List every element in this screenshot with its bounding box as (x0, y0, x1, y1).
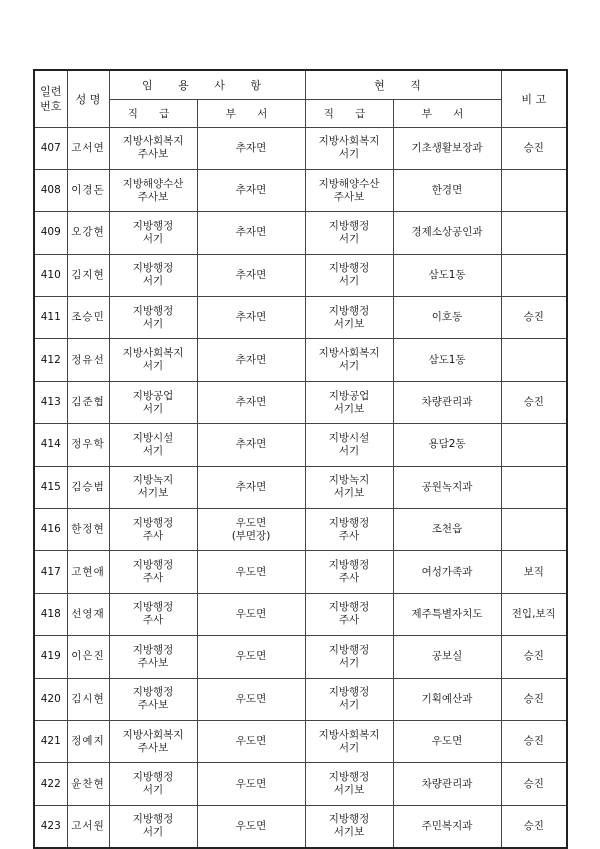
current-rank-cell (305, 297, 393, 339)
cell-text: 김준협 (71, 396, 105, 409)
remarks-cell (501, 805, 567, 848)
cell-line: 지방공업 (132, 389, 174, 402)
name-cell (67, 212, 109, 254)
cell-line: 주민복지과 (421, 819, 473, 832)
cell-line: 삼도1동 (428, 268, 466, 281)
new-department-cell (197, 805, 305, 848)
name-cell (67, 805, 109, 848)
cell-line: 우도면 (235, 565, 267, 578)
name-cell (67, 424, 109, 466)
header-current-department: 부 서 (393, 99, 501, 127)
name-cell (67, 720, 109, 762)
cell-text: 윤찬현 (71, 777, 105, 790)
cell-line: 서기 (142, 360, 164, 373)
cell-line: 지방해양수산 (318, 177, 380, 190)
cell-text: 고서연 (71, 141, 105, 154)
remarks-cell (501, 169, 567, 211)
new-department-cell (197, 509, 305, 551)
new-rank-cell (109, 551, 197, 593)
personnel-table (33, 69, 568, 849)
name-cell (67, 127, 109, 169)
cell-text: 423 (40, 819, 61, 832)
cell-line: 지방행정 (132, 771, 174, 784)
new-department-cell (197, 466, 305, 508)
cell-text: 416 (40, 523, 61, 536)
name-cell (67, 678, 109, 720)
cell-line: 지방행정 (132, 601, 174, 614)
current-rank-cell (305, 720, 393, 762)
cell-line: 이호동 (431, 311, 463, 324)
current-rank-cell (305, 509, 393, 551)
header-new-department: 부 서 (197, 99, 305, 127)
cell-line: 우도면 (235, 819, 267, 832)
remarks-cell (501, 212, 567, 254)
new-rank-cell (109, 720, 197, 762)
cell-line: 지방행정 (328, 643, 370, 656)
serial-cell (34, 381, 67, 423)
cell-line: 추자면 (235, 311, 267, 324)
cell-line: 주사 (338, 572, 360, 585)
cell-line: 지방사회복지 (318, 135, 380, 148)
table-row (34, 212, 567, 254)
serial-cell (34, 678, 67, 720)
name-cell (67, 254, 109, 296)
cell-line: 추자면 (235, 268, 267, 281)
cell-line: 지방시설 (328, 431, 370, 444)
cell-line: 서기 (338, 148, 360, 161)
current-rank-cell (305, 339, 393, 381)
remarks-cell (501, 381, 567, 423)
header-name: 성 명 (67, 70, 109, 127)
cell-text: 419 (40, 650, 61, 663)
name-cell (67, 509, 109, 551)
cell-line: 서기보 (333, 402, 365, 415)
cell-text: 한정현 (71, 523, 105, 536)
name-cell (67, 297, 109, 339)
cell-text: 409 (40, 226, 61, 239)
current-department-cell (393, 593, 501, 635)
cell-text: 승진 (523, 650, 544, 663)
cell-line: 추자면 (235, 480, 267, 493)
cell-line: 지방행정 (328, 219, 370, 232)
new-department-cell (197, 254, 305, 296)
cell-line: 지방녹지 (132, 474, 174, 487)
cell-line: 주사 (142, 529, 164, 542)
name-cell (67, 466, 109, 508)
cell-text: 정우학 (71, 438, 105, 451)
cell-line: 서기 (142, 232, 164, 245)
cell-text: 407 (40, 141, 61, 154)
table-row (34, 763, 567, 805)
cell-line: 지방행정 (328, 686, 370, 699)
cell-line: 지방행정 (132, 813, 174, 826)
name-cell (67, 169, 109, 211)
cell-line: 우도면 (235, 777, 267, 790)
cell-text: 승진 (523, 396, 544, 409)
cell-text: 고서원 (71, 819, 105, 832)
current-rank-cell (305, 636, 393, 678)
current-rank-cell (305, 254, 393, 296)
table-row (34, 551, 567, 593)
cell-line: 우도면 (431, 735, 463, 748)
remarks-cell (501, 636, 567, 678)
cell-line: 서기보 (333, 826, 365, 839)
cell-line: 추자면 (235, 396, 267, 409)
new-rank-cell (109, 424, 197, 466)
table-row (34, 466, 567, 508)
current-rank-cell (305, 805, 393, 848)
cell-line: 서기 (338, 656, 360, 669)
current-department-cell (393, 424, 501, 466)
current-department-cell (393, 127, 501, 169)
serial-cell (34, 763, 67, 805)
current-department-cell (393, 297, 501, 339)
cell-text: 선영재 (71, 607, 105, 620)
remarks-cell (501, 466, 567, 508)
cell-text: 이은진 (71, 650, 105, 663)
new-rank-cell (109, 254, 197, 296)
current-department-cell (393, 551, 501, 593)
cell-text: 오강현 (71, 226, 105, 239)
cell-text: 415 (40, 480, 61, 493)
cell-line: 추자면 (235, 141, 267, 154)
cell-line: 서기 (142, 826, 164, 839)
new-rank-cell (109, 636, 197, 678)
cell-line: 서기 (338, 360, 360, 373)
table-row (34, 127, 567, 169)
new-rank-cell (109, 763, 197, 805)
cell-line: 우도면 (235, 516, 267, 529)
current-department-cell (393, 763, 501, 805)
remarks-cell (501, 593, 567, 635)
new-department-cell (197, 297, 305, 339)
cell-line: 기획예산과 (421, 692, 473, 705)
cell-text: 417 (40, 565, 61, 578)
current-rank-cell (305, 127, 393, 169)
cell-line: 차량관리과 (421, 396, 473, 409)
serial-cell (34, 805, 67, 848)
current-department-cell (393, 805, 501, 848)
serial-cell (34, 297, 67, 339)
name-cell (67, 763, 109, 805)
cell-line: 서기보 (333, 317, 365, 330)
cell-text: 보직 (523, 565, 544, 578)
cell-line: 주사보 (137, 190, 169, 203)
remarks-cell (501, 678, 567, 720)
new-rank-cell (109, 593, 197, 635)
serial-cell (34, 551, 67, 593)
current-department-cell (393, 212, 501, 254)
cell-text: 420 (40, 692, 61, 705)
current-rank-cell (305, 169, 393, 211)
cell-line: 제주특별자치도 (411, 607, 483, 620)
cell-line: 서기 (142, 402, 164, 415)
cell-line: 서기 (338, 741, 360, 754)
new-rank-cell (109, 212, 197, 254)
new-department-cell (197, 593, 305, 635)
remarks-cell (501, 297, 567, 339)
current-department-cell (393, 254, 501, 296)
cell-text: 정유선 (71, 353, 105, 366)
header-appointment: 임 용 사 항 (109, 70, 305, 99)
cell-line: 우도면 (235, 607, 267, 620)
new-department-cell (197, 127, 305, 169)
cell-text: 승진 (523, 311, 544, 324)
new-rank-cell (109, 381, 197, 423)
serial-cell (34, 339, 67, 381)
new-department-cell (197, 720, 305, 762)
remarks-cell (501, 254, 567, 296)
cell-text: 412 (40, 353, 61, 366)
cell-line: 조천읍 (431, 523, 463, 536)
cell-text: 422 (40, 777, 61, 790)
header-current-rank: 직 급 (305, 99, 393, 127)
serial-cell (34, 212, 67, 254)
cell-line: 지방행정 (328, 771, 370, 784)
cell-text: 411 (40, 311, 61, 324)
cell-line: 주사보 (137, 699, 169, 712)
cell-line: 지방행정 (132, 643, 174, 656)
new-rank-cell (109, 805, 197, 848)
new-department-cell (197, 678, 305, 720)
cell-line: 서기보 (333, 487, 365, 500)
cell-line: 서기 (142, 784, 164, 797)
serial-cell (34, 720, 67, 762)
name-cell (67, 593, 109, 635)
remarks-cell (501, 127, 567, 169)
remarks-cell (501, 509, 567, 551)
cell-line: 지방행정 (328, 601, 370, 614)
new-rank-cell (109, 509, 197, 551)
serial-cell (34, 509, 67, 551)
header-new-rank: 직 급 (109, 99, 197, 127)
cell-line: 지방행정 (132, 304, 174, 317)
serial-cell (34, 169, 67, 211)
cell-text: 고현애 (71, 565, 105, 578)
cell-line: 서기 (338, 444, 360, 457)
cell-line: 우도면 (235, 735, 267, 748)
new-department-cell (197, 636, 305, 678)
cell-line: 지방사회복지 (318, 347, 380, 360)
cell-line: 서기보 (137, 487, 169, 500)
serial-cell (34, 593, 67, 635)
current-department-cell (393, 169, 501, 211)
cell-line: 서기 (142, 444, 164, 457)
cell-line: 지방행정 (328, 262, 370, 275)
cell-line: 지방행정 (328, 813, 370, 826)
current-rank-cell (305, 466, 393, 508)
table-body (34, 127, 567, 848)
table-row (34, 169, 567, 211)
current-department-cell (393, 339, 501, 381)
cell-text: 정예지 (71, 735, 105, 748)
cell-line: 지방사회복지 (318, 728, 380, 741)
cell-text: 김승범 (71, 480, 105, 493)
serial-cell (34, 254, 67, 296)
cell-text: 승진 (523, 141, 544, 154)
serial-cell (34, 127, 67, 169)
cell-line: 추자면 (235, 226, 267, 239)
name-cell (67, 551, 109, 593)
new-department-cell (197, 424, 305, 466)
new-department-cell (197, 551, 305, 593)
table-row (34, 636, 567, 678)
current-rank-cell (305, 763, 393, 805)
cell-line: 용담2동 (428, 438, 466, 451)
cell-line: 서기 (338, 232, 360, 245)
header-current: 현 직 (305, 70, 501, 99)
table-row (34, 720, 567, 762)
cell-text: 이경돈 (71, 184, 105, 197)
name-cell (67, 381, 109, 423)
cell-line: 지방행정 (328, 559, 370, 572)
serial-cell (34, 424, 67, 466)
current-department-cell (393, 381, 501, 423)
current-rank-cell (305, 593, 393, 635)
cell-line: 주사 (142, 614, 164, 627)
serial-cell (34, 466, 67, 508)
cell-line: 우도면 (235, 692, 267, 705)
cell-text: 414 (40, 438, 61, 451)
cell-text: 승진 (523, 819, 544, 832)
cell-line: 지방녹지 (328, 474, 370, 487)
cell-text: 승진 (523, 692, 544, 705)
new-department-cell (197, 212, 305, 254)
new-department-cell (197, 339, 305, 381)
cell-line: 지방행정 (132, 516, 174, 529)
name-cell (67, 636, 109, 678)
new-rank-cell (109, 297, 197, 339)
cell-line: 서기 (338, 275, 360, 288)
cell-line: 추자면 (235, 184, 267, 197)
cell-line: 한경면 (431, 184, 463, 197)
cell-line: 지방행정 (132, 262, 174, 275)
new-department-cell (197, 169, 305, 211)
cell-text: 408 (40, 184, 61, 197)
cell-text: 421 (40, 735, 61, 748)
current-rank-cell (305, 551, 393, 593)
current-department-cell (393, 466, 501, 508)
cell-line: 지방공업 (328, 389, 370, 402)
cell-line: 우도면 (235, 650, 267, 663)
cell-line: 주사보 (137, 656, 169, 669)
new-rank-cell (109, 678, 197, 720)
cell-line: 추자면 (235, 438, 267, 451)
cell-line: 지방사회복지 (122, 347, 184, 360)
new-rank-cell (109, 466, 197, 508)
cell-line: 지방사회복지 (122, 728, 184, 741)
cell-line: 삼도1동 (428, 353, 466, 366)
table-row (34, 297, 567, 339)
current-rank-cell (305, 381, 393, 423)
cell-line: 주사보 (333, 190, 365, 203)
cell-line: 주사 (338, 529, 360, 542)
table-row (34, 381, 567, 423)
cell-line: 주사보 (137, 148, 169, 161)
remarks-cell (501, 339, 567, 381)
new-rank-cell (109, 127, 197, 169)
table-row (34, 424, 567, 466)
cell-text: 승진 (523, 735, 544, 748)
cell-line: 서기 (142, 275, 164, 288)
current-department-cell (393, 509, 501, 551)
table-row (34, 678, 567, 720)
cell-line: 지방행정 (328, 516, 370, 529)
cell-line: (부면장) (231, 529, 271, 542)
new-rank-cell (109, 169, 197, 211)
cell-line: 지방시설 (132, 431, 174, 444)
cell-line: 공원녹지과 (421, 480, 473, 493)
table-row (34, 593, 567, 635)
current-rank-cell (305, 424, 393, 466)
cell-line: 서기보 (333, 784, 365, 797)
cell-line: 주사보 (137, 741, 169, 754)
new-rank-cell (109, 339, 197, 381)
cell-line: 서기 (338, 699, 360, 712)
current-department-cell (393, 636, 501, 678)
cell-text: 김시현 (71, 692, 105, 705)
cell-line: 경제소상공인과 (411, 226, 483, 239)
table-row (34, 254, 567, 296)
remarks-cell (501, 720, 567, 762)
current-rank-cell (305, 678, 393, 720)
current-department-cell (393, 720, 501, 762)
remarks-cell (501, 424, 567, 466)
table-row (34, 805, 567, 848)
cell-line: 지방행정 (132, 219, 174, 232)
cell-line: 공보실 (431, 650, 463, 663)
serial-cell (34, 636, 67, 678)
cell-line: 기초생활보장과 (411, 141, 483, 154)
cell-text: 413 (40, 396, 61, 409)
cell-text: 승진 (523, 777, 544, 790)
cell-line: 지방행정 (132, 559, 174, 572)
cell-line: 주사 (142, 572, 164, 585)
cell-line: 추자면 (235, 353, 267, 366)
current-department-cell (393, 678, 501, 720)
cell-text: 410 (40, 268, 61, 281)
remarks-cell (501, 763, 567, 805)
cell-text: 조승민 (71, 311, 105, 324)
cell-line: 지방행정 (328, 304, 370, 317)
cell-line: 차량관리과 (421, 777, 473, 790)
cell-line: 여성가족과 (421, 565, 473, 578)
new-department-cell (197, 763, 305, 805)
header-serial: 일련 번호 (34, 70, 67, 127)
remarks-cell (501, 551, 567, 593)
name-cell (67, 339, 109, 381)
table-row (34, 339, 567, 381)
header-remarks: 비 고 (501, 70, 567, 127)
cell-text: 전입,보직 (511, 607, 556, 620)
current-rank-cell (305, 212, 393, 254)
new-department-cell (197, 381, 305, 423)
cell-text: 김지현 (71, 268, 105, 281)
table-row (34, 509, 567, 551)
cell-line: 지방행정 (132, 686, 174, 699)
cell-line: 지방해양수산 (122, 177, 184, 190)
cell-text: 418 (40, 607, 61, 620)
cell-line: 주사 (338, 614, 360, 627)
cell-line: 서기 (142, 317, 164, 330)
cell-line: 지방사회복지 (122, 135, 184, 148)
